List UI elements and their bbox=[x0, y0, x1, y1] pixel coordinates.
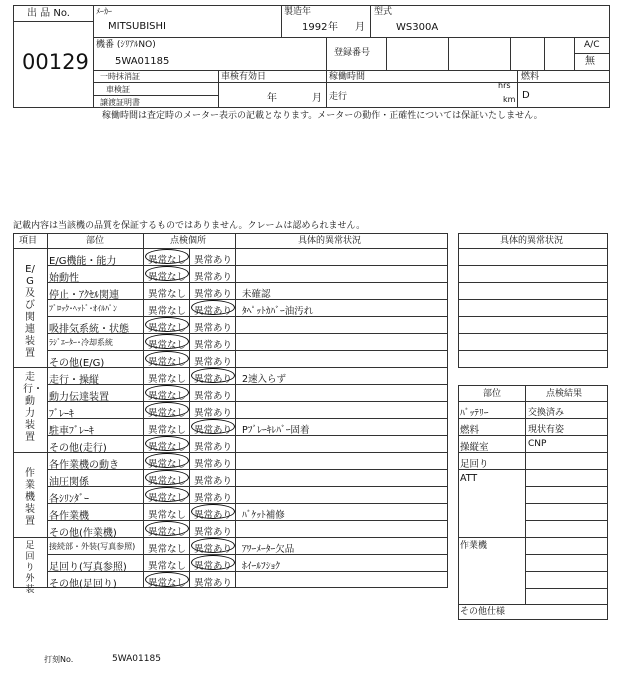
abnormal-option: 異常あり bbox=[194, 493, 233, 504]
row-part-label: その他(走行) bbox=[49, 443, 107, 454]
inspection-row bbox=[14, 503, 448, 520]
abnormal-circle-mark bbox=[191, 300, 235, 315]
row-part-label: ﾌﾞﾛｯｸ･ﾍｯﾄﾞ･ｵｲﾙﾊﾟﾝ bbox=[49, 304, 117, 313]
row-part-label: 各ｼﾘﾝﾀﾞｰ bbox=[49, 494, 89, 505]
row-part-label: 走行・操縦 bbox=[49, 375, 99, 386]
abnormal-option: 異常あり bbox=[194, 255, 233, 266]
row-detail: ﾊﾞｹｯﾄ補修 bbox=[242, 510, 285, 521]
hrs-unit: hrs bbox=[498, 81, 511, 90]
abnormal-option: 異常あり bbox=[194, 425, 233, 436]
disclaimer: 記載内容は当該機の品質を保証するものではありません。クレームは認められません。 bbox=[13, 221, 366, 231]
row-part-label: ﾗｼﾞｴｰﾀｰ･冷却系統 bbox=[49, 338, 113, 347]
abnormal-option: 異常あり bbox=[194, 374, 233, 385]
normal-option: 異常なし bbox=[148, 272, 187, 283]
result-part: 足回り bbox=[460, 459, 489, 470]
month-unit: 月 bbox=[355, 22, 365, 33]
result-part: ﾊﾞｯﾃﾘｰ bbox=[460, 408, 489, 419]
abnormal-option: 異常あり bbox=[194, 357, 233, 368]
col-check: 点検個所 bbox=[170, 236, 207, 246]
row-part-label: 駐車ﾌﾞﾚｰｷ bbox=[49, 426, 94, 437]
row-detail: 未確認 bbox=[242, 289, 271, 300]
normal-circle-mark bbox=[145, 334, 189, 349]
abnormal-option: 異常あり bbox=[194, 561, 233, 572]
normal-option: 異常なし bbox=[148, 493, 187, 504]
maker-label: ﾒｰｶｰ bbox=[96, 7, 112, 16]
normal-option: 異常なし bbox=[148, 442, 187, 453]
stamp-value: 5WA01185 bbox=[112, 654, 161, 664]
ac-label: A/C bbox=[584, 40, 600, 50]
inspection-row bbox=[14, 469, 448, 486]
normal-option: 異常なし bbox=[148, 561, 187, 572]
year-unit: 年 bbox=[328, 22, 338, 33]
normal-option: 異常なし bbox=[148, 306, 187, 317]
normal-circle-mark bbox=[145, 487, 189, 502]
normal-circle-mark bbox=[145, 453, 189, 468]
group-title-work: 作業機装置 bbox=[25, 468, 35, 527]
result-part: ATT bbox=[460, 473, 478, 484]
abnormal-circle-mark bbox=[191, 419, 235, 434]
vehicle-cert-label: 車検証 bbox=[106, 85, 130, 94]
row-part-label: その他(作業機) bbox=[49, 528, 117, 539]
normal-option: 異常なし bbox=[148, 408, 187, 419]
normal-circle-mark bbox=[145, 266, 189, 281]
maker-value: MITSUBISHI bbox=[108, 21, 166, 32]
inspection-row bbox=[14, 537, 448, 554]
hours-label: 稼働時間 bbox=[329, 72, 366, 82]
serial-label: 機番 (ｼﾘｱﾙNO) bbox=[96, 40, 156, 50]
result-part: 操縦室 bbox=[460, 442, 489, 453]
inspection-row bbox=[14, 367, 448, 384]
result-value: 現状有姿 bbox=[528, 425, 565, 435]
lot-number: 00129 bbox=[22, 50, 89, 74]
km-unit: km bbox=[503, 95, 516, 104]
abnormal-circle-mark bbox=[191, 538, 235, 553]
inspection-row bbox=[14, 299, 448, 316]
model-value: WS300A bbox=[396, 22, 439, 33]
abnormal-option: 異常あり bbox=[194, 459, 233, 470]
normal-option: 異常なし bbox=[148, 578, 187, 589]
result-row bbox=[458, 452, 608, 469]
row-detail: ｱﾜｰﾒｰﾀｰ欠品 bbox=[242, 544, 295, 555]
stamp-label: 打刻No. bbox=[44, 655, 74, 664]
abnormal-option: 異常あり bbox=[194, 578, 233, 589]
inspection-row bbox=[14, 554, 448, 571]
normal-option: 異常なし bbox=[148, 391, 187, 402]
temp-permit-label: 一時抹消証 bbox=[100, 72, 140, 81]
abnormal-option: 異常あり bbox=[194, 289, 233, 300]
inspection-label: 車検有効日 bbox=[221, 72, 267, 82]
result-row bbox=[458, 469, 608, 486]
insp-month-unit: 月 bbox=[312, 93, 322, 104]
col-part: 部位 bbox=[86, 236, 105, 246]
row-part-label: その他(E/G) bbox=[49, 358, 105, 369]
result-row bbox=[458, 435, 608, 452]
group-title-undercarriage: 足回り外装 bbox=[25, 541, 35, 595]
normal-circle-mark bbox=[145, 385, 189, 400]
inspection-row bbox=[14, 282, 448, 299]
inspection-row bbox=[14, 486, 448, 503]
inspection-row bbox=[14, 384, 448, 401]
row-part-label: 動力伝達装置 bbox=[49, 392, 109, 403]
row-part-label: 油圧関係 bbox=[49, 477, 89, 488]
transfer-cert-label: 譲渡証明書 bbox=[100, 98, 140, 107]
normal-option: 異常なし bbox=[148, 323, 187, 334]
col-category: 項目 bbox=[19, 236, 38, 246]
normal-circle-mark bbox=[145, 351, 189, 366]
normal-circle-mark bbox=[145, 521, 189, 536]
abnormal-option: 異常あり bbox=[194, 442, 233, 453]
result-part: 燃料 bbox=[460, 425, 480, 436]
normal-option: 異常なし bbox=[148, 544, 187, 555]
normal-option: 異常なし bbox=[148, 425, 187, 436]
year-value: 1992 bbox=[302, 22, 328, 33]
row-part-label: 足回り(写真参照) bbox=[49, 562, 127, 573]
result-col-result: 点検結果 bbox=[546, 389, 583, 399]
row-part-label: その他(足回り) bbox=[49, 579, 117, 590]
row-part-label: E/G機能・能力 bbox=[49, 256, 117, 267]
year-label: 製造年 bbox=[284, 7, 312, 17]
abnormal-option: 異常あり bbox=[194, 510, 233, 521]
abnormal-option: 異常あり bbox=[194, 306, 233, 317]
normal-option: 異常なし bbox=[148, 255, 187, 266]
col-detail: 具体的異常状況 bbox=[298, 236, 362, 246]
inspection-row bbox=[14, 248, 448, 265]
inspection-row bbox=[14, 418, 448, 435]
work-machine-label: 作業機 bbox=[460, 541, 488, 551]
normal-option: 異常なし bbox=[148, 357, 187, 368]
row-part-label: 各作業機の動き bbox=[49, 460, 119, 471]
abnormal-option: 異常あり bbox=[194, 340, 233, 351]
detail-box bbox=[458, 233, 608, 368]
row-detail: ﾀﾍﾟｯﾄｶﾊﾞｰ油汚れ bbox=[242, 306, 314, 317]
normal-option: 異常なし bbox=[148, 289, 187, 300]
abnormal-circle-mark bbox=[191, 555, 235, 570]
row-part-label: ﾌﾞﾚｰｷ bbox=[49, 409, 74, 420]
abnormal-option: 異常あり bbox=[194, 527, 233, 538]
inspection-row bbox=[14, 316, 448, 333]
row-detail: ﾎｲｰﾙﾌｼｮｸ bbox=[242, 561, 281, 572]
result-col-part: 部位 bbox=[483, 389, 502, 399]
inspection-row bbox=[14, 520, 448, 537]
normal-option: 異常なし bbox=[148, 510, 187, 521]
row-part-label: 接続部・外装(写真参照) bbox=[49, 542, 136, 551]
ac-value: 無 bbox=[585, 56, 595, 67]
normal-option: 異常なし bbox=[148, 374, 187, 385]
normal-circle-mark bbox=[145, 436, 189, 451]
lot-label: 出 品 No. bbox=[27, 8, 70, 19]
row-part-label: 吸排気系統・状態 bbox=[49, 324, 129, 335]
abnormal-circle-mark bbox=[191, 368, 235, 383]
serial-value: 5WA01185 bbox=[115, 56, 170, 67]
registration-label: 登録番号 bbox=[334, 48, 371, 58]
abnormal-option: 異常あり bbox=[194, 544, 233, 555]
inspection-row bbox=[14, 435, 448, 452]
row-detail: 2速入らず bbox=[242, 374, 287, 385]
right-detail-header: 具体的異常状況 bbox=[500, 236, 564, 246]
inspection-row bbox=[14, 452, 448, 469]
fuel-value: D bbox=[522, 90, 530, 101]
inspection-row bbox=[14, 401, 448, 418]
abnormal-option: 異常あり bbox=[194, 476, 233, 487]
normal-option: 異常なし bbox=[148, 476, 187, 487]
normal-option: 異常なし bbox=[148, 459, 187, 470]
inspection-row bbox=[14, 265, 448, 282]
other-spec-label: その他仕様 bbox=[460, 607, 506, 617]
normal-circle-mark bbox=[145, 249, 189, 264]
row-part-label: 各作業機 bbox=[49, 511, 89, 522]
travel-label: 走行 bbox=[329, 92, 348, 102]
normal-circle-mark bbox=[145, 470, 189, 485]
abnormal-circle-mark bbox=[191, 504, 235, 519]
inspection-row bbox=[14, 333, 448, 350]
result-value: 交換済み bbox=[528, 408, 565, 418]
group-title-drive: 走行・動力装置 bbox=[23, 372, 43, 443]
insp-year-unit: 年 bbox=[267, 93, 277, 104]
model-label: 型式 bbox=[374, 7, 393, 17]
normal-circle-mark bbox=[145, 317, 189, 332]
row-part-label: 停止・ｱｸｾﾙ関連 bbox=[49, 290, 119, 301]
result-row bbox=[458, 401, 608, 418]
group-title-engine: E/G及び関連装置 bbox=[25, 264, 35, 359]
fuel-label: 燃料 bbox=[521, 72, 540, 82]
result-value: CNP bbox=[528, 439, 547, 449]
inspection-row bbox=[14, 350, 448, 367]
abnormal-option: 異常あり bbox=[194, 391, 233, 402]
inspection-row bbox=[14, 571, 448, 588]
abnormal-option: 異常あり bbox=[194, 323, 233, 334]
row-detail: Pﾌﾞﾚｰｷﾚﾊﾞｰ固着 bbox=[242, 425, 310, 436]
abnormal-option: 異常あり bbox=[194, 408, 233, 419]
normal-circle-mark bbox=[145, 572, 189, 587]
normal-circle-mark bbox=[145, 402, 189, 417]
hours-note: 稼働時間は査定時のメーター表示の記載となります。メーターの動作・正確性については保証いたしません。 bbox=[102, 111, 543, 121]
row-part-label: 始動性 bbox=[49, 273, 79, 284]
abnormal-option: 異常あり bbox=[194, 272, 233, 283]
result-row bbox=[458, 418, 608, 435]
normal-option: 異常なし bbox=[148, 340, 187, 351]
normal-option: 異常なし bbox=[148, 527, 187, 538]
